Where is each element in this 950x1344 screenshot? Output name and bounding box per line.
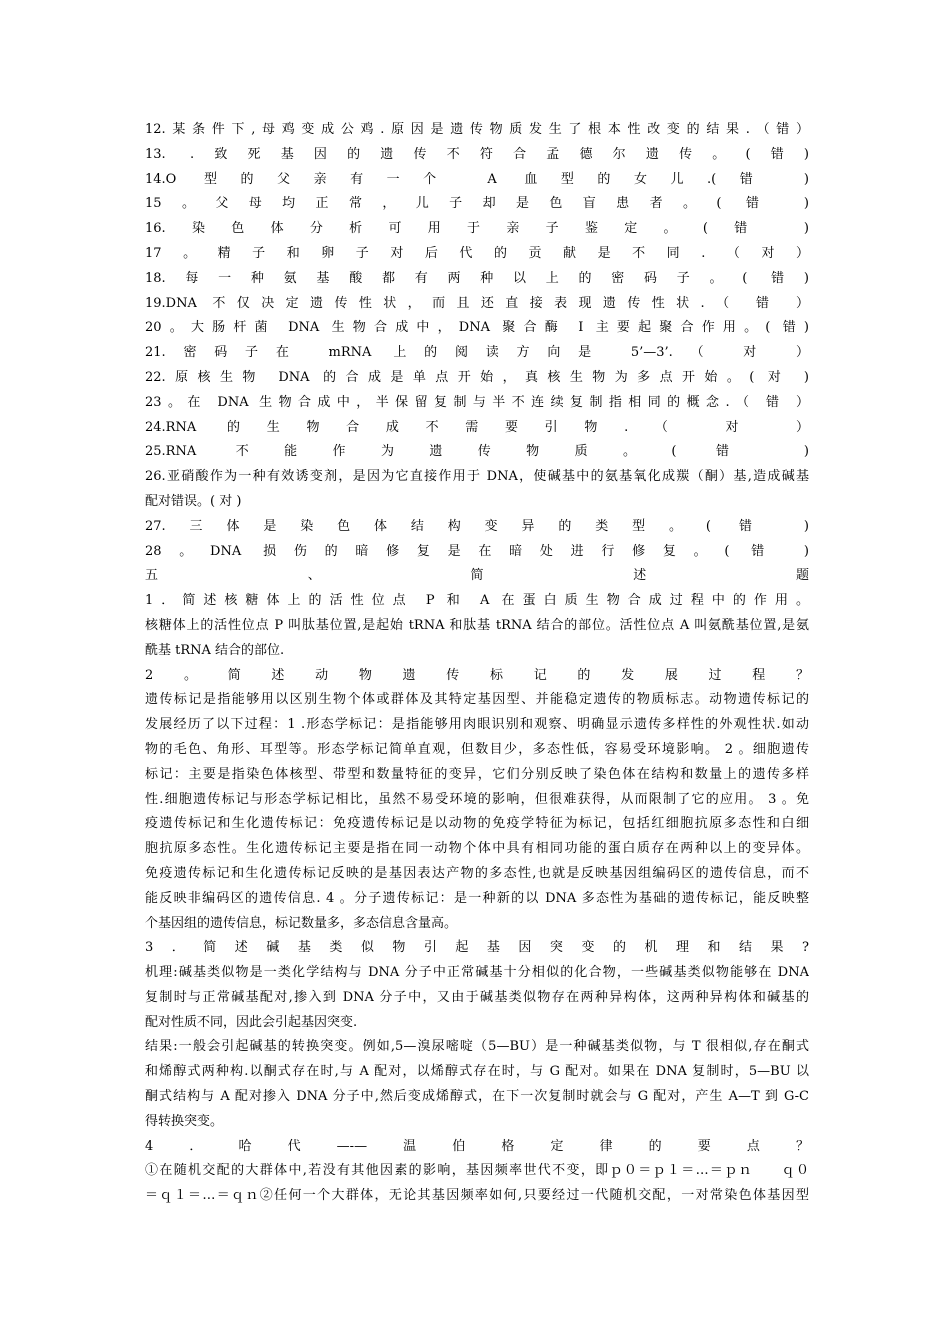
text-line-27: 27.三体是染色体结构变异的类型。( 错 ) [145, 518, 809, 534]
text-line-14: 14.O 型的父亲有一个 A 血型的女儿.(错 ) [145, 171, 809, 187]
answer-1-line-2: 酰基 tRNA 结合的部位. [145, 642, 285, 658]
text-line-19: 19.DNA 不仅决定遗传性状，而且还直接表现遗传性状.（ 错 ） [145, 295, 809, 311]
text-line-12: 12.某条件下,母鸡变成公鸡.原因是遗传物质发生了根本性改变的结果.（错） [145, 122, 809, 137]
answer-3-mechanism-line-2: 复制时与正常碱基配对,掺入到 DNA 分子中，又由于碱基类似物存在两种异构体，这两种异构体和碱基的 [145, 989, 809, 1005]
text-line-16: 16.染色体分析可用于亲子鉴定。(错 ) [145, 221, 809, 237]
text-line-24: 24.RNA 的生物合成不需要引物.（ 对 ） [145, 419, 809, 435]
answer-3-result-line-4: 得转换突变。 [145, 1113, 224, 1129]
text-line-15: 15。父母均正常，儿子却是色盲患者。( 错 ) [145, 196, 809, 212]
answer-3-mechanism-line-3: 配对性质不同，因此会引起基因突变. [145, 1014, 358, 1030]
text-line-26a: 26.亚硝酸作为一种有效诱变剂，是因为它直接作用于 DNA，使碱基中的氨基氧化成羰（酮）基,造成碱基 [145, 469, 809, 485]
question-2: 2。简述动物遗传标记的发展过程？ [145, 667, 809, 683]
document-page [145, 118, 809, 1209]
answer-3-result-line-2: 和烯醇式两种构.以酮式存在时,与 A 配对，以烯醇式存在时，与 G 配对。如果在 DNA 复制时，5—BU 以 [145, 1064, 809, 1080]
text-line-21: 21.密码子在 mRNA 上的阅读方向是 5’—3’.（ 对 ） [145, 345, 809, 361]
text-line-28: 28。DNA 损伤的暗修复是在暗处进行修复。( 错 ) [145, 543, 809, 559]
answer-4-line-2: ＝ｑ１＝…＝ｑｎ②任何一个大群体，无论其基因频率如何,只要经过一代随机交配，一对常染色体基因型 [145, 1188, 809, 1204]
answer-3-result-line-1: 结果:一般会引起碱基的转换突变。例如,5—溴尿嘧啶（5—BU）是一种碱基类似物，与 T 很相似,存在酮式 [145, 1039, 809, 1055]
answer-3-result-line-3: 酮式结构与 A 配对掺入 DNA 分子中,然后变成烯醇式，在下一次复制时就会与 G 配对，产生 A—T 到 G-C [145, 1089, 809, 1105]
answer-2-line-1: 遗传标记是指能够用以区别生物个体或群体及其特定基因型、并能稳定遗传的物质标志。动物遗传标记的 [145, 692, 809, 708]
text-line-17: 17。精子和卵子对后代的贡献是不同.（对） [145, 245, 809, 261]
answer-2-line-2: 发展经历了以下过程：1 .形态学标记：是指能够用肉眼识别和观察、明确显示遗传多样性的外观性状.如动 [145, 717, 809, 733]
answer-1-line-1: 核糖体上的活性位点 P 叫肽基位置,是起始 tRNA 和肽基 tRNA 结合的部位。活性位点 A 叫氨酰基位置,是氨 [145, 617, 809, 633]
answer-4-line-1: ①在随机交配的大群体中,若没有其他因素的影响，基因频率世代不变，即ｐ０＝ｐ１＝…＝ｐｎ ｑ０ [145, 1163, 809, 1179]
answer-2-line-10: 个基因组的遗传信息，标记数量多，多态信息含量高。 [145, 915, 458, 931]
text-line-23: 23。在 DNA 生物合成中，半保留复制与半不连续复制指相同的概念.（ 错 ） [145, 394, 809, 410]
text-line-20: 20。大肠杆菌 DNA 生物合成中，DNA 聚合酶 I 主要起聚合作用。( 错) [145, 320, 809, 336]
answer-2-line-5: 性.细胞遗传标记与形态学标记相比，虽然不易受环境的影响，但很难获得，从而限制了它的应用。 3 。免 [145, 791, 809, 807]
answer-2-line-4: 标记：主要是指染色体核型、带型和数量特征的变异，它们分别反映了染色体在结构和数量上的遗传多样 [145, 766, 809, 782]
text-line-13: 13. .致死基因的遗传不符合孟德尔遗传。(错) [145, 146, 809, 162]
answer-2-line-7: 胞抗原多态性。生化遗传标记主要是指在同一动物个体中具有相同功能的蛋白质存在两种以上的变异体。 [145, 841, 809, 857]
text-line-26b: 配对错误。( 对 ) [145, 493, 242, 509]
answer-2-line-9: 能反映非编码区的遗传信息. 4 。分子遗传标记：是一种新的以 DNA 多态性为基础的遗传标记，能反映整 [145, 890, 809, 906]
text-line-18: 18.每一种氨基酸都有两种以上的密码子。( 错) [145, 270, 809, 286]
answer-3-mechanism-line-1: 机理:碱基类似物是一类化学结构与 DNA 分子中正常碱基十分相似的化合物，一些碱基类似物能够在 DNA [145, 965, 809, 981]
question-4: 4．哈代—-—温伯格定律的要点？ [145, 1138, 809, 1154]
answer-2-line-6: 疫遗传标记和生化遗传标记：免疫遗传标记是以动物的免疫学特征为标记，包括红细胞抗原多态性和白细 [145, 816, 809, 832]
text-line-22: 22.原核生物 DNA 的合成是单点开始，真核生物为多点开始。( 对 ) [145, 369, 809, 385]
section-heading: 五、简述题 [145, 568, 809, 584]
answer-2-line-8: 免疫遗传标记和生化遗传标记反映的是基因表达产物的多态性,也就是反映基因组编码区的遗传信息，而不 [145, 865, 809, 881]
question-1: 1．简述核糖体上的活性位点 P 和 A 在蛋白质生物合成过程中的作用。 [145, 593, 809, 609]
question-3: 3．简述碱基类似物引起基因突变的机理和结果? [145, 940, 809, 956]
answer-2-line-3: 物的毛色、角形、耳型等。形态学标记简单直观，但数目少，多态性低，容易受环境影响。 2 。细胞遗传 [145, 741, 809, 757]
text-line-25: 25.RNA 不能作为遗传物质。( 错 ) [145, 444, 809, 460]
